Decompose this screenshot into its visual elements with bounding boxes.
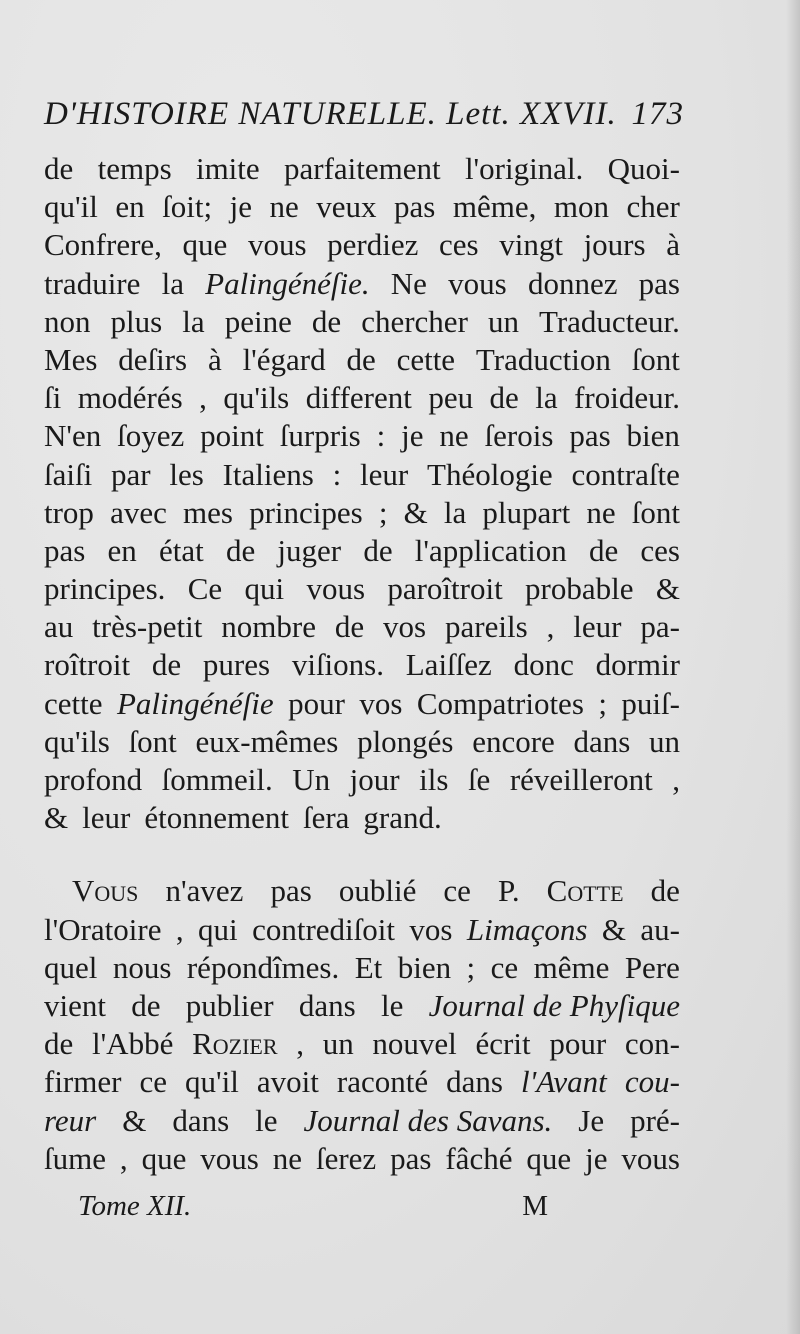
book-title: Palingénéſie: [116, 685, 274, 721]
book-title: Palingénéſie.: [205, 265, 370, 301]
paragraph: [44, 872, 680, 1178]
running-header: [44, 90, 684, 146]
text-line: pas en état de juger de l'application de ces: [44, 532, 680, 568]
text-line: reur & dans le Journal des Savans. Je pré-: [44, 1102, 680, 1140]
paragraph-gap: [44, 837, 680, 872]
page-body: [44, 150, 680, 1178]
text-line: qu'ils ſont eux-mêmes plongés encore dans un: [44, 723, 680, 759]
page-number: 173: [631, 96, 684, 132]
book-title: Limaçons: [466, 911, 588, 947]
text-line: l'Oratoire , qui contrediſoit vos Limaçons & au-: [44, 911, 680, 949]
text-line: firmer ce qu'il avoit raconté dans l'Avant cou-: [44, 1063, 680, 1101]
text-line: roîtroit de pures viſions. Laiſſez donc dormir: [44, 647, 680, 683]
text-line: au très-petit nombre de vos pareils , leur pa-: [44, 609, 680, 645]
paragraph: [44, 150, 680, 837]
text-line: ſume , que vous ne ſerez pas fâché que je vous: [44, 1140, 680, 1176]
text-line: de temps imite parfaitement l'original. Quoi-: [44, 151, 680, 186]
journal-title: l'Avant: [520, 1064, 607, 1100]
journal-title: Journal de Phyſique: [428, 987, 680, 1023]
text-line: trop avec mes principes ; & la plupart ne ſont: [44, 494, 680, 530]
text-line: Confrere, que vous perdiez ces vingt jours à: [44, 227, 680, 263]
text-line: Vous n'avez pas oublié ce P. Cotte de: [44, 872, 680, 910]
text-line: N'en ſoyez point ſurpris : je ne ſerois pas bien: [44, 418, 680, 454]
text-line: Mes deſirs à l'égard de cette Traduction ſont: [44, 341, 680, 377]
text-line: quel nous répondîmes. Et bien ; ce même Pere: [44, 949, 680, 985]
page-edge-shadow: [786, 0, 800, 1334]
text-line: traduire la Palingénéſie. Ne vous donnez pas: [44, 265, 680, 303]
person-name: Rozier: [192, 1026, 278, 1062]
text-line: qu'il en ſoit; je ne veux pas même, mon cher: [44, 189, 680, 225]
page-footer: [78, 1190, 548, 1230]
volume-label: Tome XII.: [78, 1190, 192, 1222]
text-line: cette Palingénéſie pour vos Compatriotes ; puiſ-: [44, 685, 680, 723]
person-name: Cotte: [546, 873, 624, 909]
text-line: profond ſommeil. Un jour ils ſe réveilleront ,: [44, 762, 680, 797]
journal-title: Journal des Savans.: [303, 1102, 553, 1138]
text-line: vient de publier dans le Journal de Phyſique: [44, 987, 680, 1025]
signature-mark: M: [522, 1190, 548, 1222]
text-line: ſaiſi par les Italiens : leur Théologie contraſte: [44, 456, 680, 492]
running-title: D'HISTOIRE NATURELLE. Lett. XXVII.: [44, 96, 617, 132]
text-line: ſi modérés , qu'ils different peu de la froideur.: [44, 380, 680, 416]
text-line: de l'Abbé Rozier , un nouvel écrit pour con-: [44, 1025, 680, 1063]
text-line: non plus la peine de chercher un Traducteur.: [44, 303, 680, 339]
text-line: principes. Ce qui vous paroîtroit probable &: [44, 571, 680, 607]
text-line: & leur étonnement ſera grand.: [44, 800, 442, 836]
